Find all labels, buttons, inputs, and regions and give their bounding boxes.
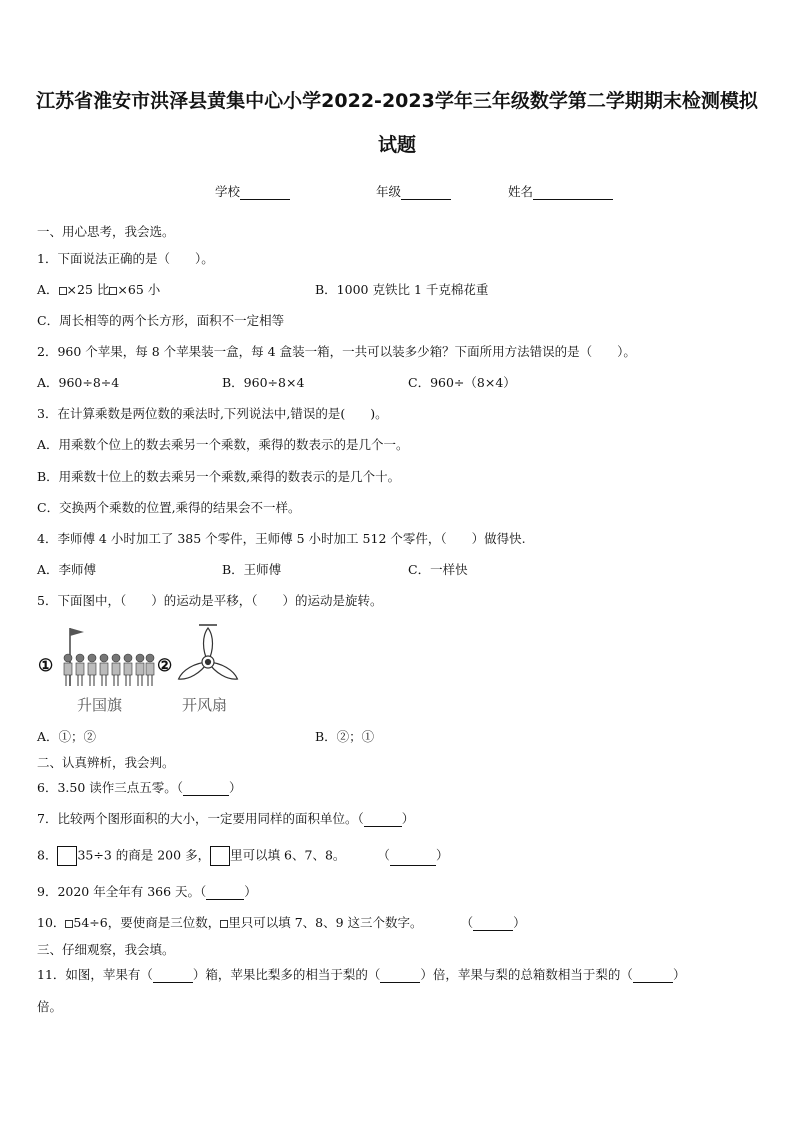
q11: 11．如图，苹果有（ ）箱，苹果比梨多的相当于梨的（ ）倍，苹果与梨的总箱数相当于梨的（ ） xyxy=(37,967,686,982)
pic2-number: ② xyxy=(157,656,173,676)
q1-text: 1．下面说法正确的是（ ）。 xyxy=(37,251,214,266)
name-label: 姓名 xyxy=(508,184,534,199)
q8-box1[interactable] xyxy=(57,846,77,866)
grade-field[interactable] xyxy=(376,182,451,200)
page-title: 江苏省淮安市洪泽县黄集中心小学2022-2023学年三年级数学第二学期期末检测模拟 xyxy=(36,90,758,112)
q3-option-b[interactable]: B．用乘数十位上的数去乘另一个乘数,乘得的数表示的是几个十。 xyxy=(37,469,401,484)
name-field[interactable] xyxy=(508,182,613,200)
section2-heading: 二、认真辨析，我会判。 xyxy=(37,755,175,770)
flag-raising-illustration xyxy=(56,624,160,696)
q8-box2[interactable] xyxy=(210,846,230,866)
q6-answer-blank[interactable] xyxy=(183,783,229,796)
q9: 9．2020 年全年有 366 天。（ ） xyxy=(37,884,257,899)
q7-answer-blank[interactable] xyxy=(364,814,402,827)
q4-text: 4．李师傅 4 小时加工了 385 个零件，王师傅 5 小时加工 512 个零件，（ ）做得快. xyxy=(37,531,526,546)
q2-text: 2．960 个苹果，每 8 个苹果装一盒，每 4 盒装一箱，一共可以装多少箱？下面所用方法错误的是（ ）。 xyxy=(37,344,636,359)
q11-end: 倍。 xyxy=(37,999,63,1014)
q5-option-b[interactable]: B．②；① xyxy=(315,729,375,744)
pic1-label: 升国旗 xyxy=(77,696,123,714)
school-field[interactable] xyxy=(215,182,290,200)
q9-answer-blank[interactable] xyxy=(206,887,244,900)
q8: 8． 35÷3 的商是 200 多， 里可以填 6、7、8。 （ ） xyxy=(37,846,448,866)
q5-text: 5．下面图中，（ ）的运动是平移，（ ）的运动是旋转。 xyxy=(37,593,383,608)
q4-option-b[interactable]: B．王师傅 xyxy=(222,562,282,577)
q3-text: 3．在计算乘数是两位数的乘法时,下列说法中,错误的是( )。 xyxy=(37,406,388,421)
q2-option-c[interactable]: C．960÷（8×4） xyxy=(408,375,516,390)
q4-option-c[interactable]: C．一样快 xyxy=(408,562,468,577)
grade-label: 年级 xyxy=(376,184,402,199)
school-label: 学校 xyxy=(215,184,241,199)
pic2-label: 开风扇 xyxy=(182,696,228,714)
section1-heading: 一、用心思考，我会选。 xyxy=(37,224,175,239)
q10: 10． 54÷6，要使商是三位数， 里只可以填 7、8、9 这三个数字。 （ ） xyxy=(37,915,526,930)
q4-option-a[interactable]: A．李师傅 xyxy=(37,562,97,577)
q10-answer-blank[interactable] xyxy=(473,918,513,931)
section3-heading: 三、仔细观察，我会填。 xyxy=(37,942,175,957)
pic1-number: ① xyxy=(38,656,54,676)
q1-option-c[interactable]: C．周长相等的两个长方形，面积不一定相等 xyxy=(37,313,285,328)
q1-option-b[interactable]: B．1000 克铁比 1 千克棉花重 xyxy=(315,282,489,297)
q3-option-a[interactable]: A．用乘数个位上的数去乘另一个乘数，乘得的数表示的是几个一。 xyxy=(37,437,409,452)
q6: 6．3.50 读作三点五零。（ ） xyxy=(37,780,242,795)
q3-option-c[interactable]: C．交换两个乘数的位置,乘得的结果会不一样。 xyxy=(37,500,301,515)
q7: 7．比较两个图形面积的大小，一定要用同样的面积单位。（ ） xyxy=(37,811,415,826)
q11-blank2[interactable] xyxy=(380,970,420,983)
q1-option-a[interactable]: A． ×25 比 ×65 小 xyxy=(37,282,161,297)
q11-blank3[interactable] xyxy=(633,970,673,983)
fan-illustration xyxy=(175,622,241,694)
q11-blank1[interactable] xyxy=(153,970,193,983)
q2-option-a[interactable]: A．960÷8÷4 xyxy=(37,375,120,390)
page-title-line2: 试题 xyxy=(377,134,416,156)
q8-answer-blank[interactable] xyxy=(390,853,436,866)
q2-option-b[interactable]: B．960÷8×4 xyxy=(222,375,305,390)
q5-option-a[interactable]: A．①；② xyxy=(37,729,97,744)
